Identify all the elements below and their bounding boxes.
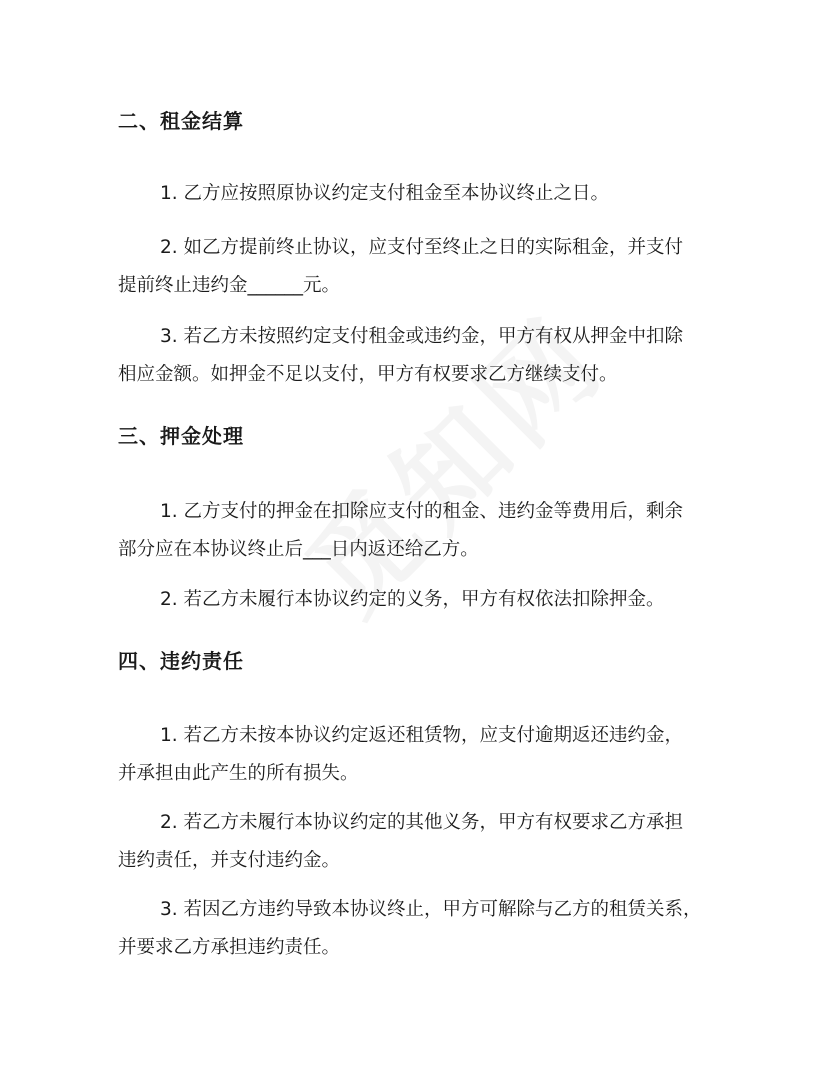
line: 3. 若因乙方违约导致本协议终止，甲方可解除与乙方的租赁关系， — [160, 899, 702, 920]
paragraph — [118, 175, 718, 213]
paragraph — [118, 493, 718, 569]
section-heading-deposit: 三、押金处理 — [118, 424, 244, 448]
section-heading-liability: 四、违约责任 — [118, 649, 244, 673]
paragraph — [118, 229, 718, 305]
line: 提前终止违约金______元。 — [118, 275, 341, 296]
line: 2. 若乙方未履行本协议约定的义务，甲方有权依法扣除押金。 — [160, 589, 665, 610]
paragraph — [118, 318, 718, 394]
line: 1. 乙方应按照原协议约定支付租金至本协议终止之日。 — [160, 183, 610, 204]
line: 1. 若乙方未按本协议约定返还租赁物，应支付逾期返还违约金， — [160, 725, 684, 746]
paragraph — [118, 581, 718, 619]
line: 违约责任，并支付违约金。 — [118, 850, 341, 871]
paragraph — [118, 717, 718, 793]
line: 1. 乙方支付的押金在扣除应支付的租金、违约金等费用后，剩余 — [160, 501, 684, 522]
line: 并要求乙方承担违约责任。 — [118, 937, 341, 958]
line: 3. 若乙方未按照约定支付租金或违约金，甲方有权从押金中扣除 — [160, 326, 684, 347]
section-heading-rent-settlement: 二、租金结算 — [118, 109, 244, 133]
line: 并承担由此产生的所有损失。 — [118, 763, 359, 784]
paragraph — [118, 804, 718, 880]
paragraph — [118, 891, 718, 967]
line: 部分应在本协议终止后___日内返还给乙方。 — [118, 539, 479, 560]
line: 相应金额。如押金不足以支付，甲方有权要求乙方继续支付。 — [118, 364, 618, 385]
line: 2. 如乙方提前终止协议，应支付至终止之日的实际租金，并支付 — [160, 237, 684, 258]
line: 2. 若乙方未履行本协议约定的其他义务，甲方有权要求乙方承担 — [160, 812, 684, 833]
